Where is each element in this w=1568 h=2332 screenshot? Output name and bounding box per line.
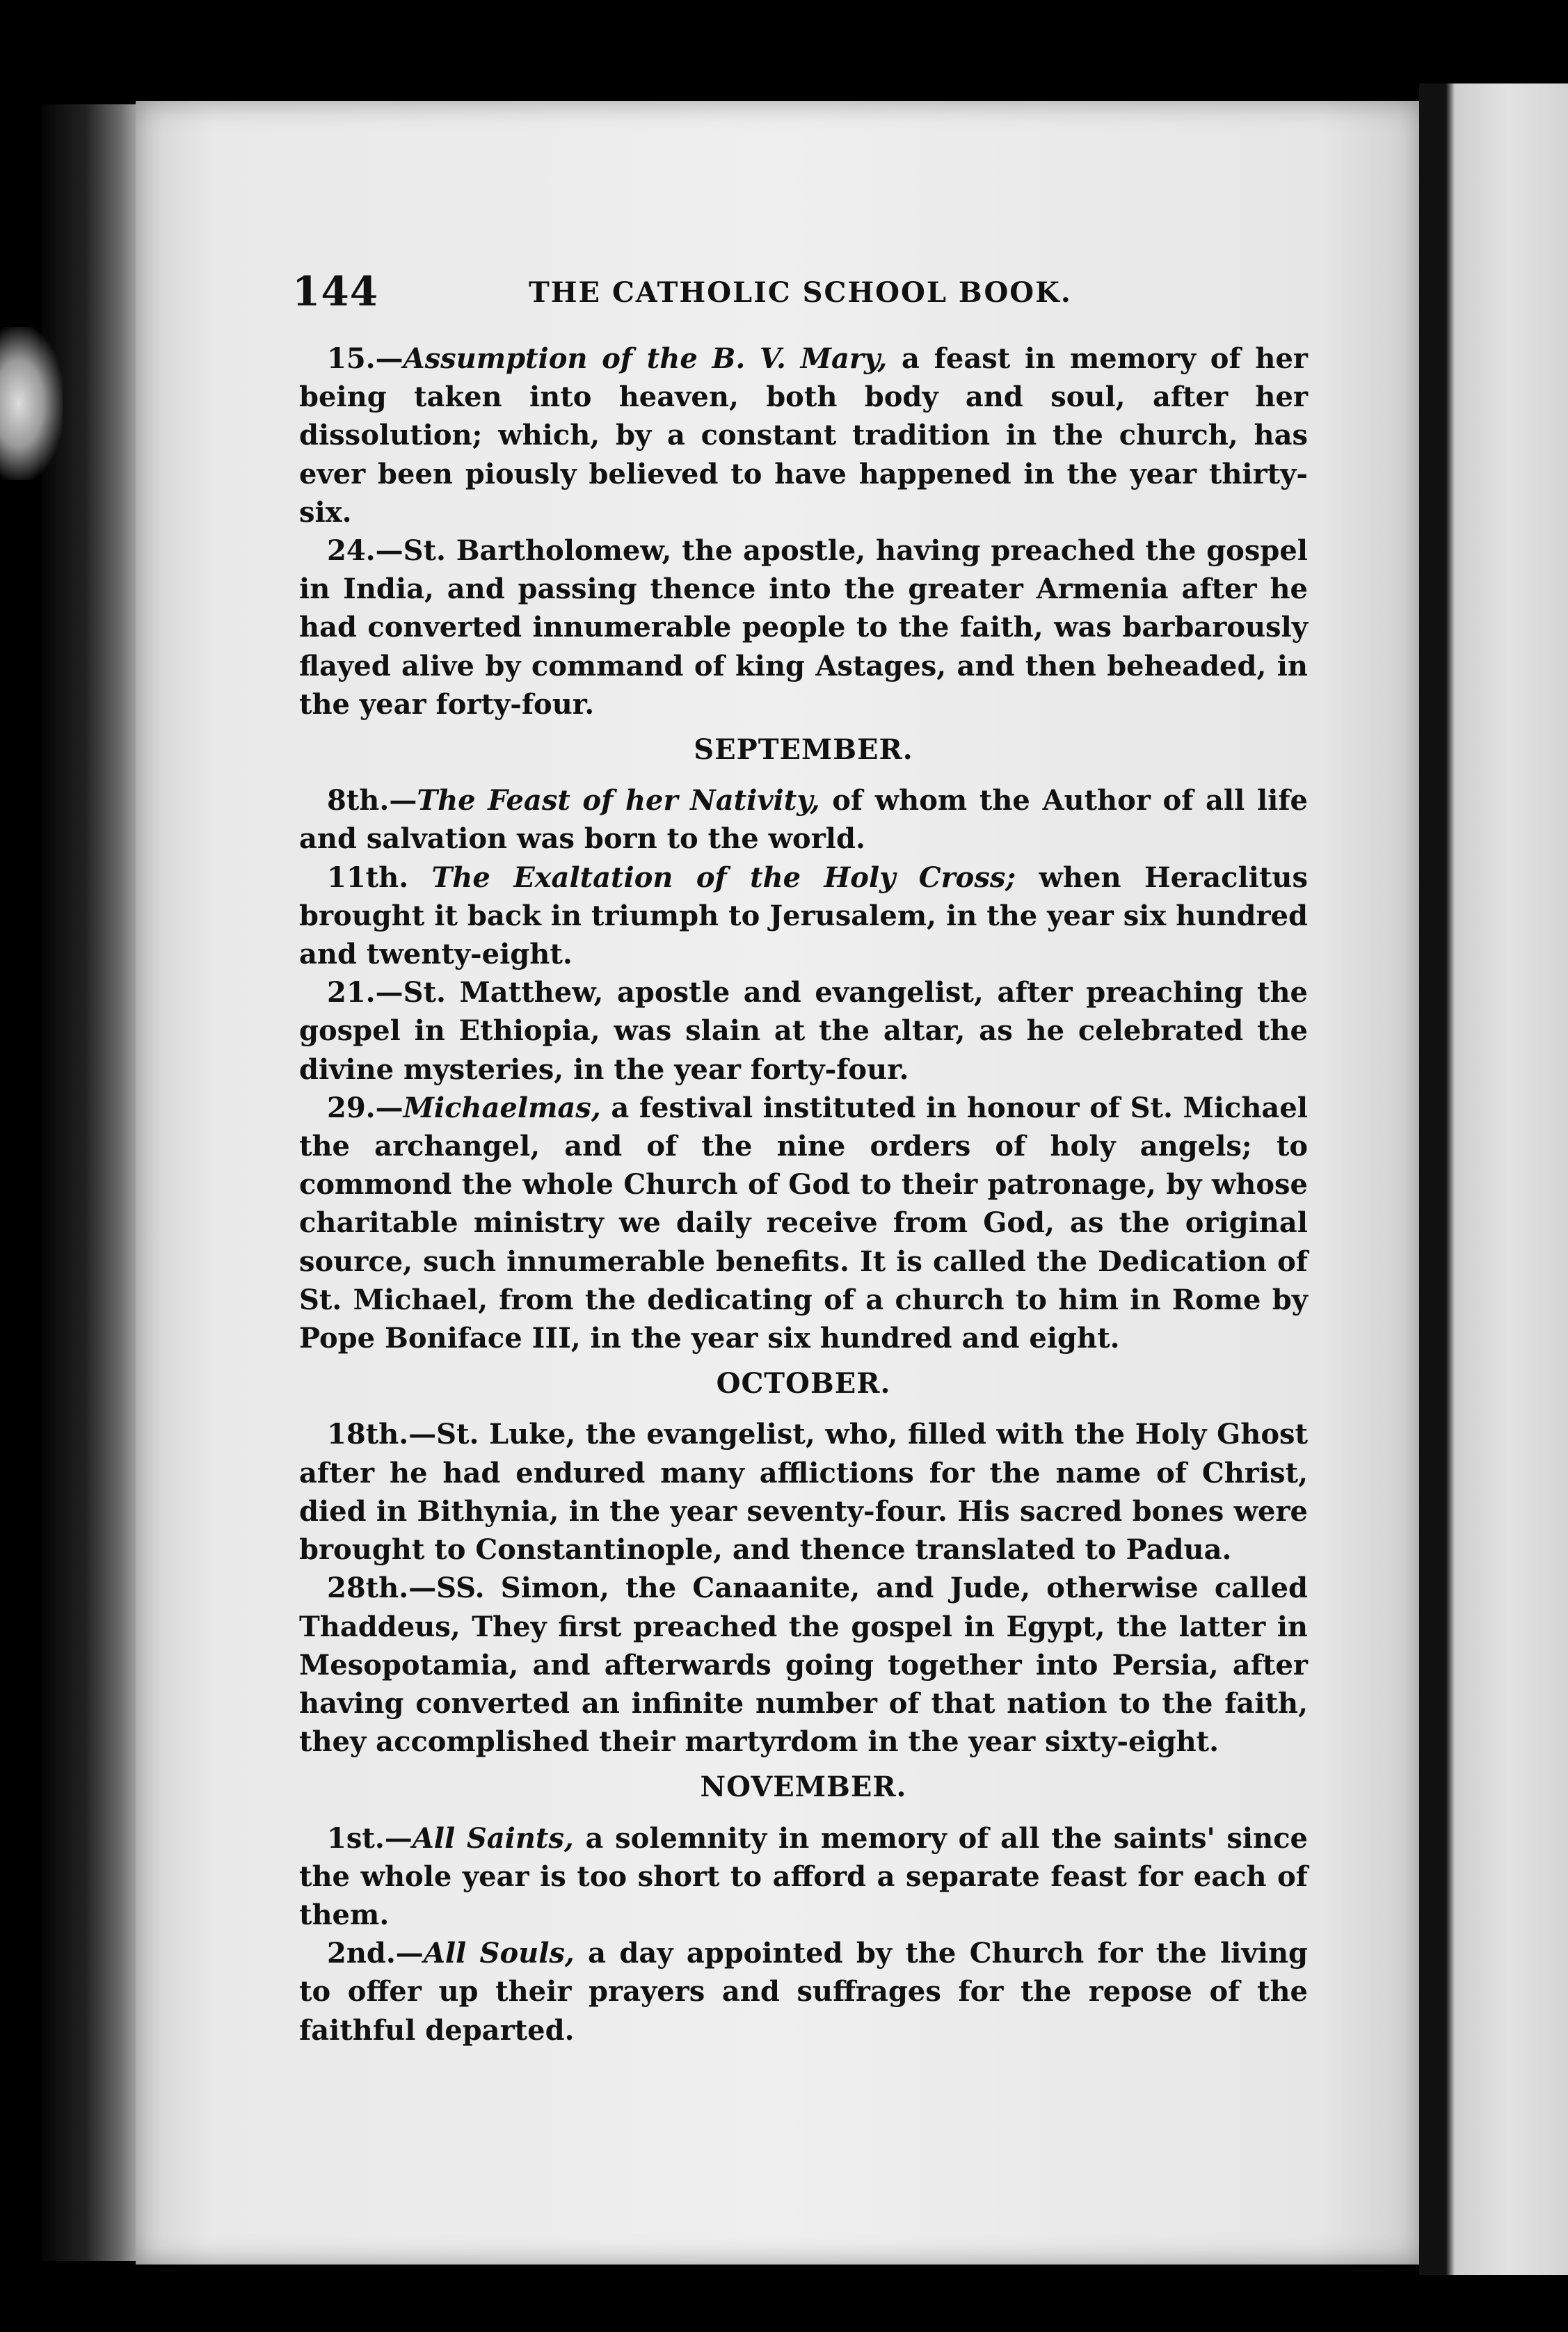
entry-date: 24.—	[327, 534, 403, 568]
text-body	[299, 340, 1308, 2050]
running-head: THE CATHOLIC SCHOOL BOOK.	[529, 276, 1072, 309]
entry-date: 28th.—	[327, 1572, 437, 1605]
calendar-entry	[299, 1934, 1308, 2050]
month-heading: SEPTEMBER.	[694, 733, 913, 767]
entry-date: 15.—	[327, 342, 403, 375]
calendar-entry	[299, 1089, 1308, 1357]
entry-text: St. Matthew, apostle and evangelist, after preaching the gospel in Ethiopia, was slain at the altar, as he celebrated the divine mysteries, in the year forty-four.	[299, 976, 1308, 1086]
calendar-entry	[299, 1819, 1308, 1935]
feast-name: Michaelmas,	[403, 1091, 601, 1124]
entry-text: of whom the Author of all life and salvation was born to the world.	[299, 784, 1308, 856]
feast-name: The Feast of her Nativity,	[417, 784, 820, 817]
facing-page-edge	[1419, 83, 1568, 2275]
entry-date: 2nd.—	[327, 1937, 424, 1970]
calendar-entry	[299, 1569, 1308, 1761]
entry-text: St. Bartholomew, the apostle, having preached the gospel in India, and passing thence into the greater Armenia after he had converted innumerable people to the faith, was barbarously flayed alive by command of king Astages, and then beheaded, in the year forty-four.	[299, 534, 1308, 721]
calendar-entry	[299, 340, 1308, 532]
month-heading: OCTOBER.	[716, 1367, 891, 1400]
torn-paper-edge	[0, 327, 63, 480]
entry-text: a solemnity in memory of all the saints' since the whole year is too short to afford a separate feast for each of them.	[299, 1821, 1309, 1931]
feast-name: All Souls,	[423, 1937, 575, 1970]
entry-text: St. Luke, the evangelist, who, filled with the Holy Ghost after he had endured many afflictions for the name of Christ, died in Bithynia, in the year seventy-four. His sacred bones were brought to Constantinople, and thence translated to Padua.	[299, 1418, 1308, 1567]
feast-name: Assumption of the B. V. Mary,	[403, 342, 888, 375]
calendar-entry	[299, 973, 1308, 1089]
entry-date: 8th.—	[327, 784, 417, 817]
calendar-entry	[299, 1415, 1308, 1569]
calendar-entry	[299, 858, 1308, 974]
feast-name: The Exaltation of the Holy Cross;	[431, 861, 1016, 894]
entry-date: 18th.—	[327, 1418, 437, 1451]
entry-text: when Heraclitus brought it back in triumph to Jerusalem, in the year six hundred and twenty-eight.	[299, 861, 1308, 971]
feast-name: All Saints,	[412, 1821, 574, 1855]
page-header	[292, 268, 1308, 317]
entry-text: a feast in memory of her being taken into heaven, both body and soul, after her dissolution; which, by a constant tradition in the church, has ever been piously believed to have happened in the year thirty-six.	[299, 342, 1309, 529]
month-heading: NOVEMBER.	[700, 1771, 907, 1804]
entry-date: 29.—	[327, 1091, 403, 1124]
entry-text: SS. Simon, the Canaanite, and Jude, otherwise called Thaddeus, They first preached the gospel in Egypt, the latter in Mesopotamia, and afterwards going together into Persia, after having converted an infinite number of that nation to the faith, they accomplished their martyrdom in the year sixty-eight.	[299, 1572, 1308, 1759]
calendar-entry	[299, 781, 1308, 858]
entry-text: a day appointed by the Church for the living to offer up their prayers and suffrages for the repose of the faithful departed.	[299, 1937, 1308, 2047]
entry-date: 1st.—	[327, 1821, 413, 1855]
entry-text: a festival instituted in honour of St. Michael the archangel, and of the nine orders of holy angels; to commond the whole Church of God to their patronage, by whose charitable ministry we daily receive from God, as the original source, such innumerable benefits. It is called the Dedication of St. Michael, from the dedicating of a church to him in Rome by Pope Boniface III, in the year six hundred and eight.	[299, 1091, 1308, 1355]
entry-date: 21.—	[327, 976, 403, 1009]
page-number: 144	[292, 268, 379, 315]
calendar-entry	[299, 532, 1308, 724]
entry-date: 11th.	[327, 861, 432, 894]
